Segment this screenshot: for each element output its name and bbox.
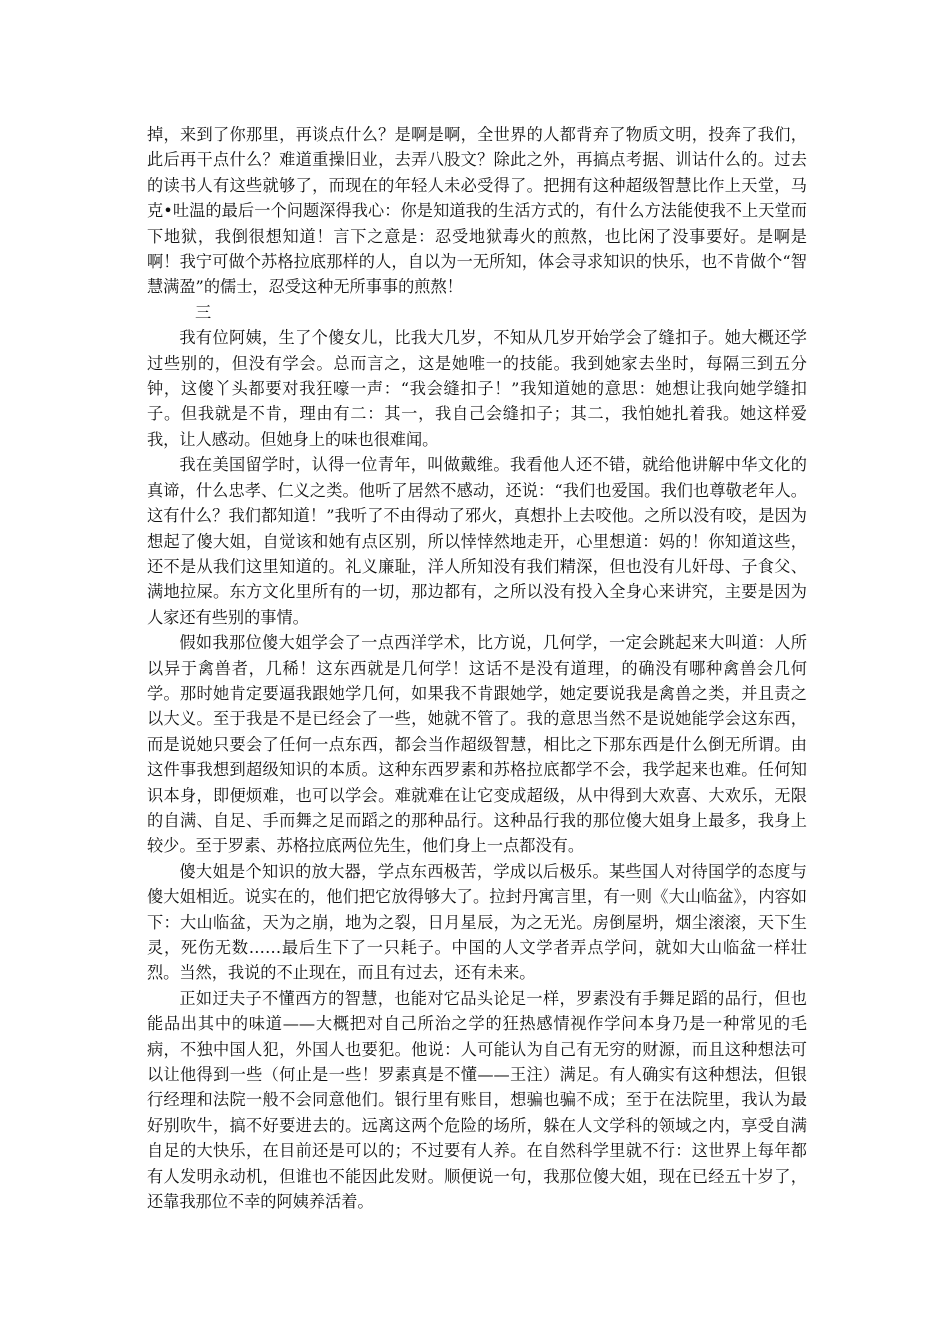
section-heading: 三	[195, 302, 212, 322]
paragraph-aunt-daughter: 我有位阿姨，生了个傻女儿，比我大几岁，不知从几岁开始学会了缝扣子。她大概还学过些别的，但没有学会。总而言之，这是她唯一的技能。我到她家去坐时，每隔三到五分钟，这傻丫头都要对我狂嚎一声：“我会缝扣子！”我知道她的意思：她想让我向她学缝扣子。但我就是不肯，理由有二：其一，我自己会缝扣子；其二，我怕她扎着我。她这样爱我，让人感动。但她身上的味也很难闻。	[147, 328, 807, 449]
paragraph-continued: 掉，来到了你那里，再谈点什么？是啊是啊，全世界的人都背弃了物质文明，投奔了我们，此后再干点什么？难道重操旧业，去弄八股文？除此之外，再搞点考据、训诂什么的。过去的读书人有这些就够了，而现在的年轻人未必受得了。把拥有这种超级智慧比作上天堂，马克•吐温的最后一个问题深得我心：你是知道我的生活方式的，有什么方法能使我不上天堂而下地狱，我倒很想知道！言下之意是：忍受地狱毒火的煎熬，也比闲了没事要好。是啊是啊！我宁可做个苏格拉底那样的人，自以为一无所知，体会寻求知识的快乐，也不肯做个“智慧满盈”的儒士，忍受这种无所事事的煎熬！	[147, 125, 807, 297]
paragraph-amplifier: 傻大姐是个知识的放大器，学点东西极苦，学成以后极乐。某些国人对待国学的态度与傻大姐相近。说实在的，他们把它放得够大了。拉封丹寓言里，有一则《大山临盆》，内容如下：大山临盆，天为之崩，地为之裂，日月星辰，为之无光。房倒屋坍，烟尘滚滚，天下生灵，死伤无数……最后生下了一只耗子。中国的人文学者弄点学问，就如大山临盆一样壮烈。当然，我说的不止现在，而且有过去，还有未来。	[147, 861, 807, 983]
document-page	[147, 122, 807, 1214]
paragraph-geometry: 假如我那位傻大姐学会了一点西洋学术，比方说，几何学，一定会跳起来大叫道：人所以异于禽兽者，几稀！这东西就是几何学！这话不是没有道理，的确没有哪种禽兽会几何学。那时她肯定要逼我跟她学几何，如果我不肯跟她学，她定要说我是禽兽之类，并且责之以大义。至于我是不是已经会了一些，她就不管了。我的意思当然不是说她能学会这东西，而是说她只要会了任何一点东西，都会当作超级智慧，相比之下那东西是什么倒无所谓。由这件事我想到超级知识的本质。这种东西罗素和苏格拉底都学不会，我学起来也难。任何知识本身，即便烦难，也可以学会。难就难在让它变成超级，从中得到大欢喜、大欢乐，无限的自满、自足、手而舞之足而蹈之的那种品行。这种品行我的那位傻大姐身上最多，我身上较少。至于罗素、苏格拉底两位先生，他们身上一点都没有。	[147, 633, 807, 856]
paragraph-david: 我在美国留学时，认得一位青年，叫做戴维。我看他人还不错，就给他讲解中华文化的真谛，什么忠孝、仁义之类。他听了居然不感动，还说：“我们也爱国。我们也尊敬老年人。这有什么？我们都知道！”我听了不由得动了邪火，真想扑上去咬他。之所以没有咬，是因为想起了傻大姐，自觉该和她有点区别，所以悻悻然地走开，心里想道：妈的！你知道这些，还不是从我们这里知道的。礼义廉耻，洋人所知没有我们精深，但也没有儿奸母、子食父、满地拉屎。东方文化里所有的一切，那边都有，之所以没有投入全身心来讲究，主要是因为人家还有些别的事情。	[147, 455, 807, 627]
paragraph-russell: 正如迂夫子不懂西方的智慧，也能对它品头论足一样，罗素没有手舞足蹈的品行，但也能品出其中的味道——大概把对自己所治之学的狂热感情视作学问本身乃是一种常见的毛病，不独中国人犯，外国人也要犯。他说：人可能认为自己有无穷的财源，而且这种想法可以让他得到一些（何止是一些！罗素真是不懂——王注）满足。有人确实有这种想法，但银行经理和法院一般不会同意他们。银行里有账目，想骗也骗不成；至于在法院里，我认为最好别吹牛，搞不好要进去的。远离这两个危险的场所，躲在人文学科的领域之内，享受自满自足的大快乐，在目前还是可以的；不过要有人养。在自然科学里就不行：这世界上每年都有人发明永动机，但谁也不能因此发财。顺便说一句，我那位傻大姐，现在已经五十岁了，还靠我那位不幸的阿姨养活着。	[147, 988, 807, 1212]
